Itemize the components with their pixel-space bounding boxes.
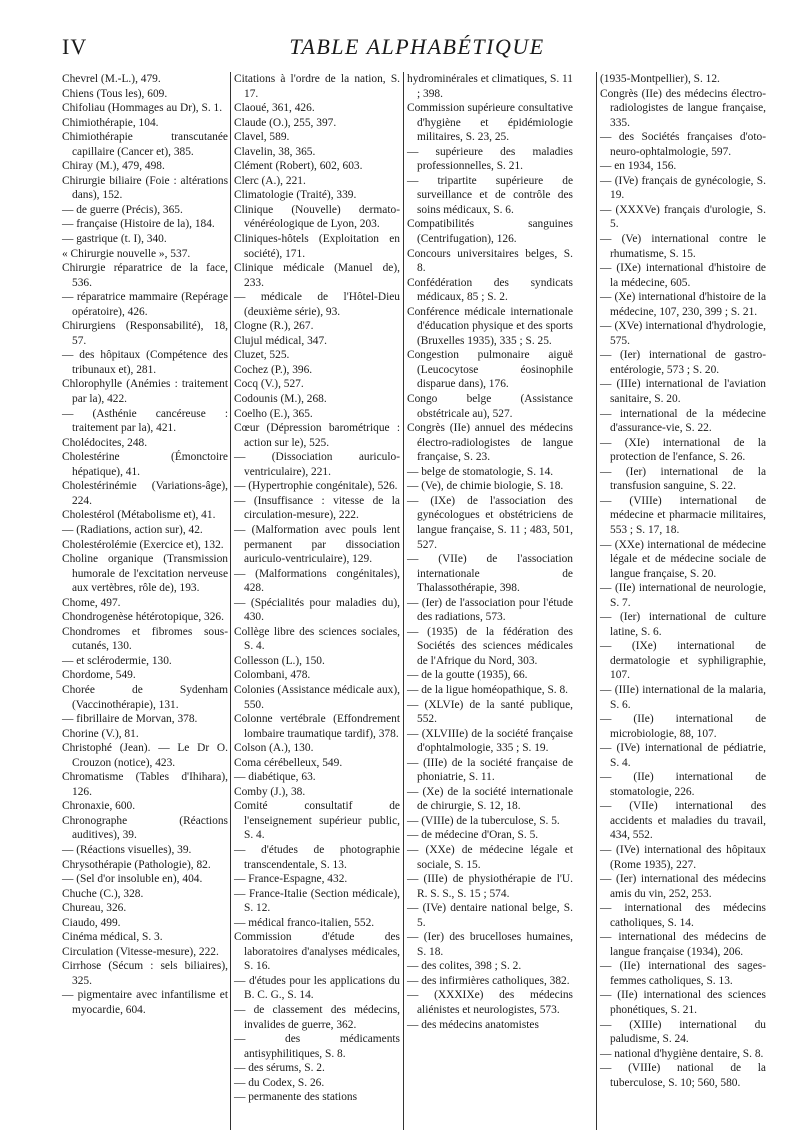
index-entry: Chiens (Tous les), 609. — [62, 87, 168, 100]
index-column-4 — [600, 72, 766, 1090]
page-number: IV — [62, 34, 88, 59]
index-entry: Chronographe (Réactions auditives), 39. — [62, 814, 228, 842]
index-entry: Cholédocites, 248. — [62, 436, 148, 449]
index-entry: Congo belge (Assistance obstétricale au), 527. — [407, 393, 573, 420]
index-entry: — des colites, 398 ; S. 2. — [407, 960, 522, 973]
index-entry: — (VIIe) international des accidents et maladies du travail, 434, 552. — [600, 800, 766, 842]
index-entry: Colonies (Assistance médicale aux), 550. — [234, 683, 400, 711]
index-entry: — (Spécialités pour maladies du), 430. — [234, 596, 400, 624]
index-entry: Commission d'étude des laboratoires d'analyses médicales, S. 16. — [234, 931, 400, 973]
index-entry: — en 1934, 156. — [600, 160, 677, 173]
index-entry: — (Ve) international contre le rhumatisme, S. 15. — [600, 233, 766, 260]
index-entry: Cinéma médical, S. 3. — [62, 931, 163, 944]
index-entry: Cholestérine (Émonctoire hépatique), 41. — [62, 451, 228, 478]
index-entry: — France-Italie (Section médicale), S. 12. — [234, 887, 400, 915]
index-entry: Claude (O.), 255, 397. — [234, 116, 337, 129]
index-entry: — (IXe) international de dermatologie et syphiligraphie, 107. — [600, 640, 766, 682]
index-entry: — (VIIe) de l'association internationale de Thalassothérapie, 398. — [407, 553, 573, 595]
index-entry: Coma cérébelleux, 549. — [234, 756, 343, 769]
index-entry: Cholestérol (Métabolisme et), 41. — [62, 509, 216, 522]
index-entry: Christophé (Jean). — Le Dr O. Crouzon (notice), 423. — [62, 742, 228, 769]
index-entry: — du Codex, S. 26. — [234, 1076, 325, 1089]
index-entry: — (XXe) de médecine légale et sociale, S. 15. — [407, 843, 573, 871]
index-entry: Chordome, 549. — [62, 669, 136, 682]
page-header — [62, 34, 772, 68]
index-entry: Climatologie (Traité), 339. — [234, 189, 357, 202]
index-entry: Congestion pulmonaire aiguë (Leucocytose éosinophile disparue dans), 176. — [407, 349, 573, 391]
index-entry: — d'études de photographie transcendentale, S. 13. — [234, 843, 400, 871]
index-entry: — (IIIe) de physiothérapie de l'U. R. S. S., S. 15 ; 574. — [407, 873, 573, 900]
index-entry: — (VIIIe) de la tuberculose, S. 5. — [407, 814, 560, 827]
index-entry: — (XLVIIIe) de la société française d'ophtalmologie, 335 ; S. 19. — [407, 727, 573, 755]
index-entry: — (IIIe) international de la malaria, S. 6. — [600, 683, 766, 711]
index-entry: — (Ier) des brucelloses humaines, S. 18. — [407, 931, 573, 958]
index-entry: — (IIe) international de stomatologie, 226. — [600, 771, 766, 798]
index-entry: — des médecins anatomistes — [407, 1018, 539, 1031]
index-entry: — (IXe) international d'histoire de la médecine, 605. — [600, 262, 766, 289]
index-entry: (1935-Montpellier), S. 12. — [600, 73, 720, 85]
index-entry: Chondromes et fibromes sous-cutanés, 130. — [62, 625, 228, 653]
index-entry: Cochez (P.), 396. — [234, 363, 313, 376]
index-entry: — (XIe) international de la protection de l'enfance, S. 26. — [600, 436, 766, 464]
index-entry: — (IIIe) international de l'aviation sanitaire, S. 20. — [600, 378, 766, 406]
index-entry: — de guerre (Précis), 365. — [62, 203, 183, 216]
index-entry: — (Ier) international de la transfusion sanguine, S. 22. — [600, 465, 766, 493]
index-entry: — (Xe) international d'histoire de la médecine, 107, 230, 399 ; S. 21. — [600, 291, 766, 318]
index-entry: — (Ier) de l'association pour l'étude des radiations, 573. — [407, 596, 573, 624]
index-entry: Clogne (R.), 267. — [234, 320, 314, 333]
index-entry: — (IIe) international des sages-femmes catholiques, S. 13. — [600, 960, 766, 987]
index-entry: Chorée de Sydenham (Vaccinothérapie), 131. — [62, 683, 228, 711]
index-entry: — (XLVIe) de la santé publique, 552. — [407, 698, 573, 726]
index-entry: — permanente des stations — [234, 1091, 358, 1104]
index-entry: — française (Histoire de la), 184. — [62, 218, 215, 231]
index-entry: — (1935) de la fédération des Sociétés des sciences médicales de l'Afrique du Nord, 303. — [407, 625, 573, 667]
index-entry: Chorine (V.), 81. — [62, 727, 139, 740]
index-entry: Chromatisme (Tables d'Ihihara), 126. — [62, 771, 228, 798]
index-entry: — (IIe) international des sciences phonétiques, S. 21. — [600, 989, 766, 1016]
index-entry: — (Réactions visuelles), 39. — [62, 843, 192, 856]
index-entry: Chirurgiens (Responsabilité), 18, 57. — [62, 320, 228, 347]
index-entry: — belge de stomatologie, S. 14. — [407, 465, 554, 478]
index-entry: Cluzet, 525. — [234, 349, 290, 362]
index-entry: — pigmentaire avec infantilisme et myocardie, 604. — [62, 989, 228, 1016]
index-entry: — d'études pour les applications du B. C. G., S. 14. — [234, 974, 400, 1002]
index-entry: — diabétique, 63. — [234, 771, 316, 784]
index-entry: Coelho (E.), 365. — [234, 407, 313, 420]
index-entry: — de médecine d'Oran, S. 5. — [407, 829, 539, 842]
index-entry: Ciaudo, 499. — [62, 916, 121, 929]
index-entry: Chrysothérapie (Pathologie), 82. — [62, 858, 211, 871]
index-entry: — gastrique (t. I), 340. — [62, 233, 167, 246]
column-divider — [230, 72, 231, 1130]
index-entry: Cholestérolémie (Exercice et), 132. — [62, 538, 224, 551]
index-entry: — tripartite supérieure de surveillance et de contrôle des soins médicaux, S. 6. — [407, 174, 573, 216]
index-entry: — national d'hygiène dentaire, S. 8. — [600, 1047, 764, 1060]
index-entry: Conférence médicale internationale d'éducation physique et des sports (Bruxelles 1935), 335 ; S. 25. — [407, 305, 573, 347]
index-entry: — (IVe) français de gynécologie, S. 19. — [600, 174, 766, 202]
index-entry: — (IVe) international des hôpitaux (Rome 1935), 227. — [600, 843, 766, 871]
index-entry: — et sclérodermie, 130. — [62, 654, 172, 667]
index-entry: — (Ve), de chimie biologie, S. 18. — [407, 480, 564, 493]
index-entry: — (Asthénie cancéreuse : traitement par la), 421. — [62, 407, 228, 435]
index-entry: — supérieure des maladies professionnelles, S. 21. — [407, 145, 573, 173]
index-entry: — international de la médecine d'assurance-vie, S. 22. — [600, 407, 766, 435]
index-entry: Cliniques-hôtels (Exploitation en société), 171. — [234, 233, 400, 260]
index-entry: — de la ligue homéopathique, S. 8. — [407, 683, 569, 696]
index-entry: — des hôpitaux (Compétence des tribunaux et), 281. — [62, 349, 228, 376]
index-entry: Codounis (M.), 268. — [234, 393, 327, 406]
index-entry: — (XXXVe) français d'urologie, S. 5. — [600, 203, 766, 231]
index-column-1 — [62, 72, 228, 1018]
index-entry: — (Insuffisance : vitesse de la circulation-mesure), 222. — [234, 494, 400, 522]
index-entry: — (Ier) international de gastro-entérologie, 573 ; S. 20. — [600, 349, 766, 376]
index-entry: — des Sociétés françaises d'oto-neuro-ophtalmologie, 597. — [600, 131, 766, 158]
index-entry: Concours universitaires belges, S. 8. — [407, 247, 573, 275]
index-entry: Chlorophylle (Anémies : traitement par la), 422. — [62, 378, 228, 406]
index-entry: Colonne vertébrale (Effondrement lombaire traumatique tardif), 378. — [234, 713, 400, 740]
index-entry: — (Ier) international de culture latine, S. 6. — [600, 611, 766, 638]
index-entry: — (Malformations congénitales), 428. — [234, 567, 400, 595]
index-entry: — médical franco-italien, 552. — [234, 916, 375, 929]
index-entry: Clerc (A.), 221. — [234, 174, 306, 187]
index-entry: — (Dissociation auriculo-ventriculaire), 221. — [234, 451, 400, 478]
index-entry: Cocq (V.), 527. — [234, 378, 304, 391]
index-entry: Choline organique (Transmission humorale de l'excitation nerveuse aux vertèbres, rôle de), 193. — [62, 553, 228, 595]
index-entry: — des médicaments antisyphilitiques, S. 8. — [234, 1033, 400, 1060]
index-entry: Compatibilités sanguines (Centrifugation), 126. — [407, 218, 573, 246]
index-entry: Colson (A.), 130. — [234, 742, 314, 755]
index-entry: Chome, 497. — [62, 596, 121, 609]
index-entry: Congrès (IIe) annuel des médecins électro-radiologistes de langue française, S. 23. — [407, 422, 573, 464]
index-entry: — international des médecins catholiques, S. 14. — [600, 902, 766, 929]
index-entry: — (IIe) international de microbiologie, 88, 107. — [600, 713, 766, 740]
index-entry: — de classement des médecins, invalides de guerre, 362. — [234, 1004, 400, 1031]
index-entry: Chuche (C.), 328. — [62, 887, 144, 900]
index-entry: — de la goutte (1935), 66. — [407, 669, 528, 682]
index-entry: Clujul médical, 347. — [234, 334, 328, 347]
index-entry: hydrominérales et climatiques, S. 11 ; 398. — [407, 73, 573, 100]
index-entry: Chevrel (M.-L.), 479. — [62, 73, 161, 85]
index-entry: — (XXXIXe) des médecins aliénistes et neurologistes, 573. — [407, 989, 573, 1016]
index-entry: — (Sel d'or insoluble en), 404. — [62, 873, 203, 886]
index-entry: Chimiothérapie, 104. — [62, 116, 159, 129]
index-entry: Chimiothérapie transcutanée capillaire (Cancer et), 385. — [62, 131, 228, 158]
index-entry: Chondrogenèse hétérotopique, 326. — [62, 611, 224, 624]
index-entry: Clinique (Nouvelle) dermato-vénéréologique de Lyon, 203. — [234, 203, 400, 231]
index-entry: — (Hypertrophie congénitale), 526. — [234, 480, 398, 493]
index-entry: — (VIIIe) international de médecine et pharmacie militaires, 553 ; S. 17, 18. — [600, 494, 766, 536]
index-entry: — médicale de l'Hôtel-Dieu (deuxième série), 93. — [234, 291, 400, 318]
index-entry: — (IVe) international de pédiatrie, S. 4. — [600, 742, 766, 769]
index-column-3 — [407, 72, 573, 1032]
index-entry: Cœur (Dépression barométrique : action sur le), 525. — [234, 422, 400, 449]
index-entry: — (Xe) de la société internationale de chirurgie, S. 12, 18. — [407, 785, 573, 813]
index-entry: Colombani, 478. — [234, 669, 311, 682]
index-entry: — des sérums, S. 2. — [234, 1062, 325, 1075]
index-entry: — fibrillaire de Morvan, 378. — [62, 713, 198, 726]
index-entry: — international des médecins de langue française (1934), 206. — [600, 931, 766, 958]
index-entry: Comby (J.), 38. — [234, 785, 306, 798]
index-entry: — (IIIe) de la société française de phoniatrie, S. 11. — [407, 756, 573, 784]
index-entry: Claoué, 361, 426. — [234, 102, 315, 115]
index-entry: Chronaxie, 600. — [62, 800, 136, 813]
column-divider — [403, 72, 404, 1130]
index-entry: — (VIIIe) national de la tuberculose, S. 10; 560, 580. — [600, 1062, 766, 1089]
index-entry: — (XIIIe) international du paludisme, S. 24. — [600, 1018, 766, 1046]
index-entry: Chirurgie biliaire (Foie : altérations dans), 152. — [62, 174, 228, 202]
index-columns — [62, 72, 774, 1132]
index-entry: « Chirurgie nouvelle », 537. — [62, 247, 191, 260]
index-entry: — (Malformation avec pouls lent permanent par dissociation auriculo-ventriculaire), 129. — [234, 523, 400, 566]
index-entry: Collesson (L.), 150. — [234, 654, 325, 667]
index-entry: Cholestérinémie (Variations-âge), 224. — [62, 480, 228, 507]
index-entry: Clément (Robert), 602, 603. — [234, 160, 363, 173]
index-entry: Comité consultatif de l'enseignement supérieur public, S. 4. — [234, 800, 400, 842]
index-entry: Clavelin, 38, 365. — [234, 145, 316, 158]
index-entry: — (XVe) international d'hydrologie, 575. — [600, 320, 766, 347]
column-divider — [596, 72, 597, 1130]
index-entry: — France-Espagne, 432. — [234, 873, 348, 886]
index-entry: — (Radiations, action sur), 42. — [62, 523, 203, 536]
page-title: TABLE ALPHABÉTIQUE — [289, 34, 545, 59]
index-entry: — (XXe) international de médecine légale et de médecine sociale de langue française, S. 20. — [600, 538, 766, 580]
index-entry: — réparatrice mammaire (Repérage opératoire), 426. — [62, 291, 228, 318]
index-entry: — (IXe) de l'association des gynécologues et obstétriciens de langue française, S. 11 ; 483, 501, 527. — [407, 494, 573, 551]
index-entry: Citations à l'ordre de la nation, S. 17. — [234, 73, 400, 100]
index-entry: Chirurgie réparatrice de la face, 536. — [62, 262, 228, 289]
index-entry: Commission supérieure consultative d'hygiène et épidémiologie militaires, S. 23, 25. — [407, 102, 573, 144]
index-column-2 — [234, 72, 400, 1105]
index-entry: Chifoliau (Hommages au Dr), S. 1. — [62, 102, 223, 115]
index-entry: Cirrhose (Sécum : sels biliaires), 325. — [62, 960, 228, 987]
index-entry: Chiray (M.), 479, 498. — [62, 160, 165, 173]
index-entry: — des infirmières catholiques, 382. — [407, 974, 570, 987]
index-entry: Clavel, 589. — [234, 131, 290, 144]
index-entry: — (IIe) international de neurologie, S. 7. — [600, 582, 766, 609]
index-entry: — (IVe) dentaire national belge, S. 5. — [407, 902, 573, 929]
index-entry: Clinique médicale (Manuel de), 233. — [234, 262, 400, 289]
index-entry: Confédération des syndicats médicaux, 85 ; S. 2. — [407, 276, 573, 304]
index-entry: Circulation (Vitesse-mesure), 222. — [62, 945, 219, 958]
index-entry: Congrès (IIe) des médecins électro-radiologistes de langue française, 335. — [600, 87, 766, 129]
index-entry: — (Ier) international des médecins amis du vin, 252, 253. — [600, 873, 766, 900]
index-entry: Chureau, 326. — [62, 902, 127, 915]
index-entry: Collège libre des sciences sociales, S. 4. — [234, 625, 400, 653]
